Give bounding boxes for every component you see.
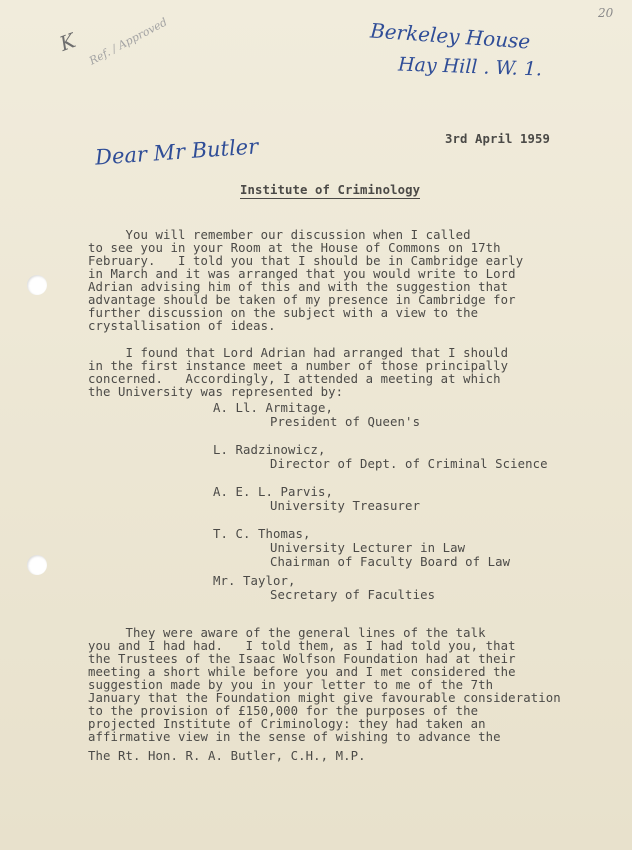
letter-date: 3rd April 1959 — [445, 132, 551, 146]
addressee-line: The Rt. Hon. R. A. Butler, C.H., M.P. — [88, 749, 366, 763]
text-line: concerned. Accordingly, I attended a meeting at which — [88, 372, 501, 386]
attendee-3-name: A. E. L. Parvis, — [213, 485, 334, 499]
attendee-2-name: L. Radzinowicz, — [213, 443, 326, 457]
handwritten-address-line-2: Hay Hill . W. 1. — [397, 53, 543, 81]
letter-subject: Institute of Criminology — [240, 183, 421, 197]
attendee-5-name: Mr. Taylor, — [213, 574, 296, 588]
text-line: They were aware of the general lines of the talk — [88, 626, 486, 640]
text-line: to see you in your Room at the House of Commons on 17th — [88, 241, 501, 255]
paragraph-3 — [88, 614, 561, 770]
punch-hole-bottom — [27, 555, 47, 575]
text-line: You will remember our discussion when I called — [88, 228, 471, 242]
page-number: 20 — [598, 6, 614, 20]
text-line: February. I told you that I should be in Cambridge early — [88, 254, 524, 268]
pencil-note: Ref. / Approved — [87, 15, 170, 68]
attendee-2-role: Director of Dept. of Criminal Science — [270, 457, 548, 471]
punch-hole-top — [27, 275, 47, 295]
text-line: crystallisation of ideas. — [88, 319, 276, 333]
pencil-mark: K — [56, 28, 79, 56]
attendee-4-role-1: University Lecturer in Law — [270, 541, 466, 555]
attendee-5-role: Secretary of Faculties — [270, 588, 436, 602]
attendee-1-role: President of Queen's — [270, 415, 421, 429]
attendee-4-role-2: Chairman of Faculty Board of Law — [270, 555, 511, 569]
text-line: I found that Lord Adrian had arranged that I should — [88, 346, 509, 360]
handwritten-address-line-1: Berkeley House — [369, 18, 532, 54]
text-line: January that the Foundation might give favourable consideration — [88, 691, 561, 705]
attendee-3-role: University Treasurer — [270, 499, 421, 513]
subject-wrap — [240, 184, 420, 197]
text-line: projected Institute of Criminology: they had taken an — [88, 717, 486, 731]
text-line: Adrian advising him of this and with the suggestion that — [88, 280, 509, 294]
text-line: suggestion made by you in your letter to me of the 7th — [88, 678, 494, 692]
text-line: the Trustees of the Isaac Wolfson Foundation had at their — [88, 652, 516, 666]
attendee-4-name: T. C. Thomas, — [213, 527, 311, 541]
text-line: you and I had had. I told them, as I had told you, that — [88, 639, 516, 653]
salutation: Dear Mr Butler — [94, 134, 259, 170]
text-line: the University was represented by: — [88, 385, 344, 399]
text-line: further discussion on the subject with a view to the — [88, 306, 479, 320]
text-line: in the first instance meet a number of those principally — [88, 359, 509, 373]
text-line: meeting a short while before you and I met considered the — [88, 665, 516, 679]
text-line: advantage should be taken of my presence in Cambridge for — [88, 293, 516, 307]
attendee-1-name: A. Ll. Armitage, — [213, 401, 334, 415]
text-line: in March and it was arranged that you would write to Lord — [88, 267, 516, 281]
text-line: to the provision of £150,000 for the purposes of the — [88, 704, 479, 718]
text-line: affirmative view in the sense of wishing to advance the — [88, 730, 501, 744]
